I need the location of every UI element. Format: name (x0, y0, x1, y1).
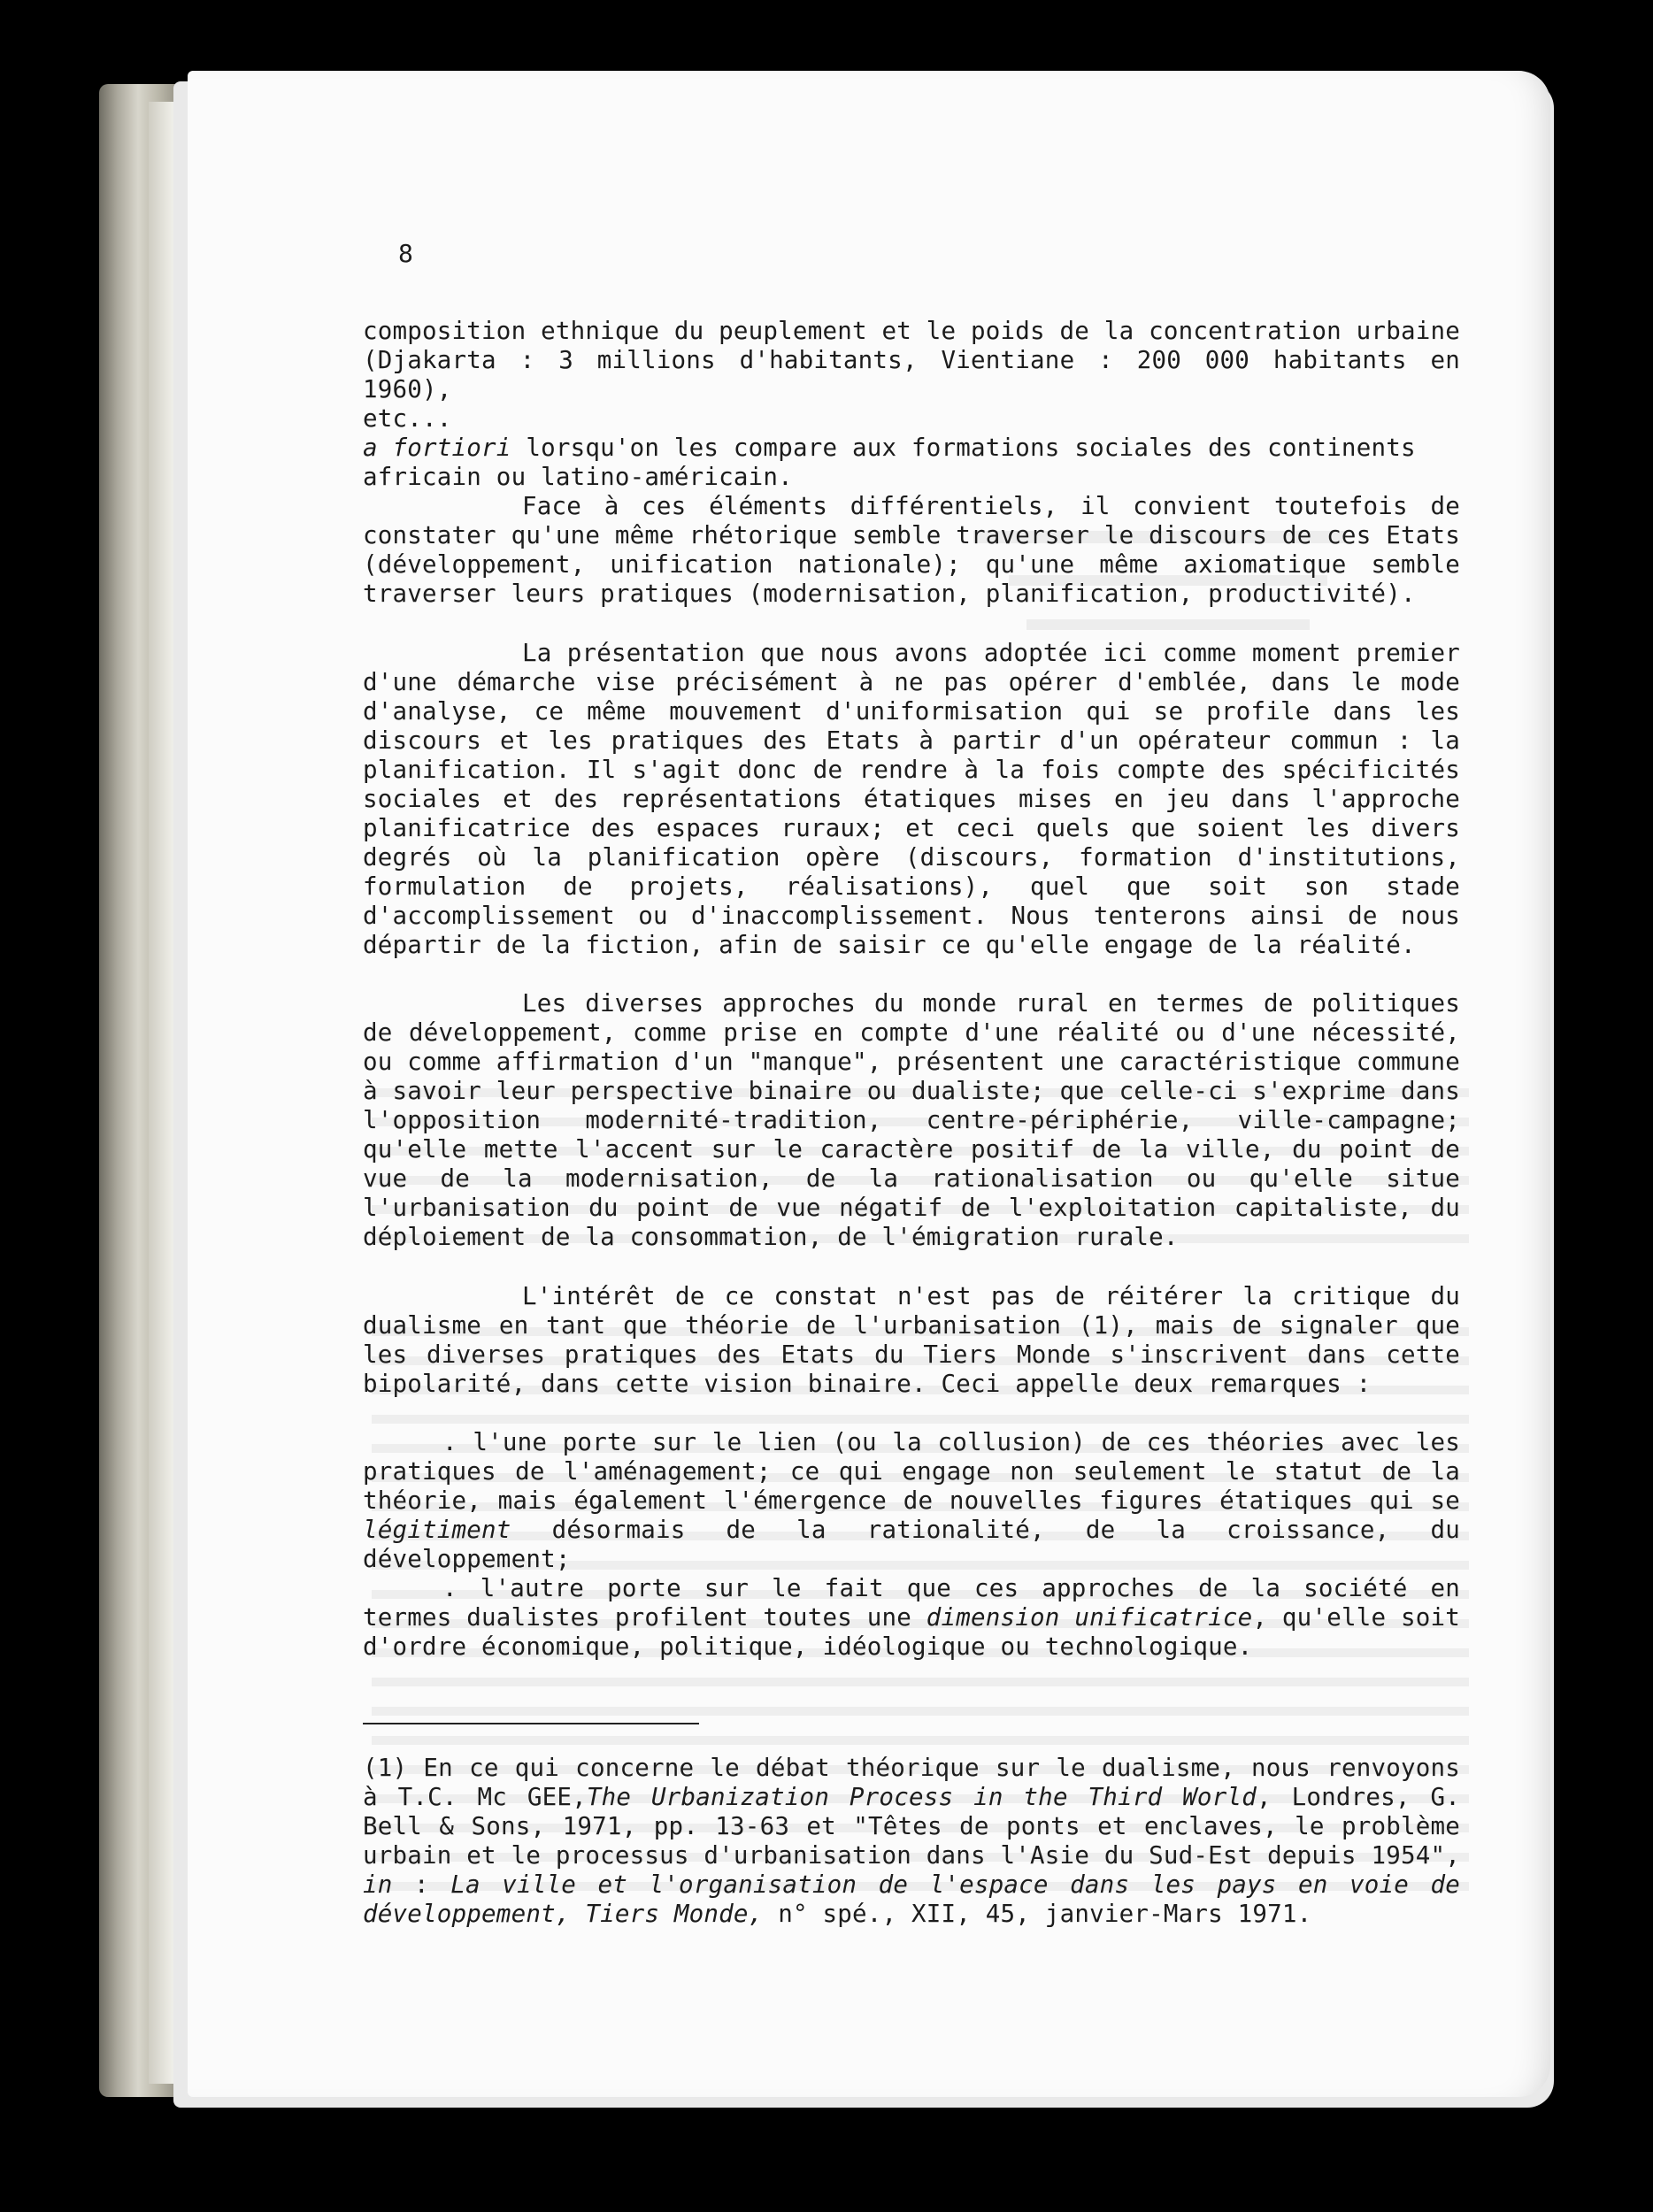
footnote-text (363, 1754, 1460, 1929)
footnote-divider (363, 1723, 699, 1724)
intro-line: africain ou latino-américain. (363, 463, 793, 491)
page-number: 8 (398, 239, 413, 268)
footnote-part: : (392, 1870, 451, 1899)
intro-line: composition ethnique du peuplement et le poids de la concentration urbaine (363, 317, 1460, 345)
remark-text: , qu'elle soit d'ordre économique, politique, idéologique ou technologique. (363, 1603, 1460, 1661)
remark-italic: légitiment (363, 1516, 511, 1544)
body-text (363, 989, 1460, 1252)
body-text (363, 1282, 1460, 1399)
footnote-part: (1) En ce qui concerne le débat théorique sur le dualisme, nous renvoyons à T.C. Mc GEE, (363, 1754, 1460, 1811)
intro-line-rest: lorsqu'on les compare aux formations sociales des continents (511, 434, 1416, 462)
paragraph: Les diverses approches du monde rural en termes de politiques de développement, comme prise en compte d'une réalité ou d'une nécessité, ou comme affirmation d'un "manque", présentent une caractéristique commune à savoir leur perspective binaire ou dualiste; que celle-ci s'exprime dans l'opposition modernité-tradition, centre-périphérie, ville-campagne; qu'elle mette l'accent sur le caractère positif de la ville, du point de vue de la modernisation, de la rationalisation ou qu'elle situe l'urbanisation du point de vue négatif de l'exploitation capitaliste, du déploiement de la consommation, de l'émigration rurale. (363, 989, 1460, 1251)
paragraph: Face à ces éléments différentiels, il convient toutefois de constater qu'une même rhétorique semble traverser le discours de ces Etats (développement, unification nationale); qu'une même axiomatique semble traverser leurs pratiques (modernisation, planification, productivité). (363, 492, 1460, 608)
footnote (363, 1754, 1460, 1929)
footnote-title: La ville et l'organisation de l'espace dans les pays en voie de développement, Tiers Monde, (363, 1870, 1460, 1928)
footnote-part: , Londres, G. Bell & Sons, 1971, pp. 13-63 et "Têtes de ponts et enclaves, le problème urbain et le processus d'urbanisation dans l'Asie du Sud-Est depuis 1954", (363, 1783, 1460, 1870)
remark-text: . l'autre porte sur le fait que ces approches de la société en termes dualistes profilent toutes une (363, 1574, 1460, 1632)
intro-line (363, 434, 1460, 463)
remark-item (363, 1574, 1460, 1662)
intro-line: (Djakarta : 3 millions d'habitants, Vientiane : 200 000 habitants en 1960), (363, 346, 1460, 403)
footnote-part: n° spé., XII, 45, janvier-Mars 1971. (763, 1900, 1312, 1928)
intro-line: etc... (363, 404, 452, 433)
body-text (363, 1428, 1460, 1574)
remark-text: . l'une porte sur le lien (ou la collusion) de ces théories avec les pratiques de l'aménagement; ce qui engage non seulement le statut de la théorie, mais également l'émergence de nouvelles figures étatiques qui se (363, 1428, 1460, 1515)
remark-item (363, 1428, 1460, 1574)
a-fortiori-italic: a fortiori (363, 434, 511, 462)
body-text (363, 1574, 1460, 1662)
body-text (363, 317, 1460, 492)
body-text (363, 639, 1460, 960)
remark-italic: dimension unificatrice (926, 1603, 1253, 1632)
paragraph: L'intérêt de ce constat n'est pas de réitérer la critique du dualisme en tant que théorie de l'urbanisation (1), mais de signaler que les diverses pratiques des Etats du Tiers Monde s'inscrivent dans cette bipolarité, dans cette vision binaire. Ceci appelle deux remarques : (363, 1282, 1460, 1398)
footnote-title: The Urbanization Process in the Third World (586, 1783, 1257, 1811)
body-text (363, 492, 1460, 609)
paragraph: La présentation que nous avons adoptée ici comme moment premier d'une démarche vise précisément à ne pas opérer d'emblée, dans le mode d'analyse, ce même mouvement d'uniformisation qui se profile dans les discours et les pratiques des Etats à partir d'un opérateur commun : la planification. Il s'agit donc de rendre à la fois compte des spécificités sociales et des représentations étatiques mises en jeu dans l'approche planificatrice des espaces ruraux; et ceci quels que soient les divers degrés où la planification opère (discours, formation d'institutions, formulation de projets, réalisations), quel que soit son stade d'accomplissement ou d'inaccomplissement. Nous tenterons ainsi de nous départir de la fiction, afin de saisir ce qu'elle engage de la réalité. (363, 639, 1460, 959)
footnote-in: in (363, 1870, 393, 1899)
remark-text: désormais de la rationalité, de la croissance, du développement; (363, 1516, 1460, 1573)
